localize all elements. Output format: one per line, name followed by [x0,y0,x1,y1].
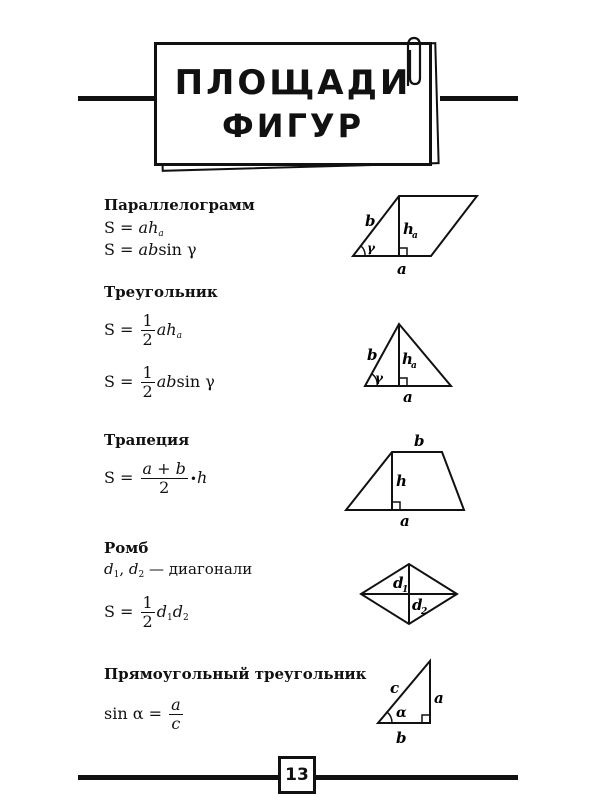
fraction-a-plus-b [141,460,188,497]
label-a: a [403,388,413,406]
formula-lhs: S = [104,240,139,259]
formula-sin: sin γ [158,240,197,259]
rhombus-diagonals-note: $d_1$, $d_2$ — диагонали [104,560,253,580]
diag-d2: d [128,560,139,578]
fraction-one-half [141,364,155,401]
section-heading-triangle: Треугольник [104,283,218,301]
diag-d1-sub: 1 [113,570,120,580]
label-c: c [390,679,400,697]
formula-rhombus [104,594,189,631]
formula-subscript: a [176,331,182,341]
label-h: h [396,472,407,490]
label-b: b [414,432,425,450]
formula-lhs: S = [104,320,134,339]
formula-sub-1: 1 [166,613,173,623]
page-number: 13 [278,756,316,794]
label-gamma: γ [367,241,375,255]
right-triangle-figure [370,655,460,747]
formula-lhs: S = [104,218,139,237]
formula-parallelogram-1 [104,218,164,237]
fraction-a-over-c [169,696,183,733]
formula-sub-2: 2 [182,613,189,623]
label-h: h [402,350,413,368]
label-a: a [397,260,407,278]
title-card [150,38,440,172]
title-card-front [154,42,432,166]
formula-sin: sin γ [176,372,215,391]
label-alpha: α [396,705,407,721]
formula-var-ab: ab [156,372,177,391]
diag-d1: d [104,560,114,578]
formula-var-d1: d [156,602,167,621]
label-a-side: a [434,689,444,707]
label-b: b [367,346,378,364]
rhombus-figure [355,560,465,630]
fraction-numerator: a [171,695,181,714]
formula-var-h: h [196,468,208,487]
formula-var-h: h [166,320,177,339]
label-h-sub: a [411,361,417,371]
fraction-numerator: 1 [142,363,153,382]
label-h-sub: a [412,231,418,241]
formula-dot: • [189,472,197,486]
parallelogram-figure [345,190,485,282]
fraction-denominator: c [171,714,181,733]
formula-triangle-1 [104,312,182,349]
fraction-denominator: 2 [142,330,153,349]
paperclip-icon [400,34,426,92]
footer-rule-left [78,775,280,780]
diag-d2-sub: 2 [138,570,145,580]
formula-triangle-2 [104,364,215,401]
label-d1-sub: 1 [402,585,409,595]
label-b: b [396,729,407,747]
header-rule-left [78,96,156,101]
fraction-numerator: 1 [142,311,153,330]
trapezoid-figure [340,428,480,528]
label-d2: d [412,596,423,614]
label-b: b [365,212,376,230]
fraction-one-half [141,312,155,349]
formula-lhs: S = [104,602,134,621]
section-heading-rhombus: Ромб [104,539,149,557]
fraction-denominator: 2 [142,612,153,631]
footer-rule-right [316,775,518,780]
formula-right-triangle [104,696,185,733]
formula-var-a: a [156,320,167,339]
title-line-2: ФИГУР [221,107,365,145]
fraction-numerator: a + b [142,459,186,478]
diag-description: — диагонали [144,560,253,578]
section-heading-parallelogram: Параллелограмм [104,196,255,214]
label-d2-sub: 2 [421,607,428,617]
triangle-figure [355,318,465,406]
formula-trapezoid [104,460,207,497]
header-rule-right [440,96,518,101]
label-a: a [400,512,410,528]
label-gamma: γ [375,371,383,385]
formula-lhs: sin α = [104,704,163,723]
label-h: h [403,220,414,238]
label-d1: d [393,574,404,592]
fraction-one-half [141,594,155,631]
formula-parallelogram-2 [104,240,197,259]
title-line-1: ПЛОЩАДИ [174,63,412,103]
formula-subscript: a [158,229,164,239]
formula-var-d2: d [172,602,183,621]
section-heading-trapezoid: Трапеция [104,431,190,449]
formula-var-a: a [138,218,149,237]
formula-lhs: S = [104,468,134,487]
formula-var-h: h [148,218,159,237]
fraction-denominator: 2 [159,478,170,497]
section-heading-right-triangle: Прямоугольный треугольник [104,665,367,683]
fraction-denominator: 2 [142,382,153,401]
formula-lhs: S = [104,372,134,391]
formula-var-ab: ab [138,240,159,259]
fraction-numerator: 1 [142,593,153,612]
